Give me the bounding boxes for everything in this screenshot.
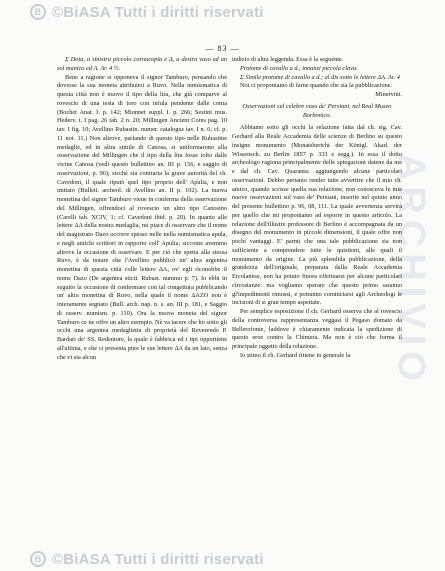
body-paragraph: Io stimo il ch. Gerhard ritiene in generale la bbox=[240, 351, 351, 359]
coin-description-paragraph: Σ Dota, a sinistra piccolo cornucopia e Δ, a destra vaso ed un sol manico ed A. Ar. 4 ½. bbox=[57, 56, 227, 72]
body-paragraph: indizio di altra leggenda. Essa è la seguente. bbox=[232, 56, 344, 63]
body-paragraph: Per semplice esposizione il ch. Gerhard osserva che al rovescio della controversa rappresentanza veggasi il Pegaso domato da Bellerofonte, laddove è chiaramente indicata la spedizione di questo eroe contro la Chimera. Ma non è ciò che forma il principale oggetto della relazione. bbox=[232, 308, 402, 350]
author-signature: Minervini. bbox=[375, 91, 402, 98]
body-paragraph: Noi ci proponiamo di farne quando che sia la pubblicazione. bbox=[240, 82, 393, 90]
copyright-banner-top bbox=[0, 0, 445, 24]
coin-description-paragraph: Protome di cavallo a d., innanzi piccola clava. bbox=[240, 64, 358, 72]
biasa-logo-icon: B bbox=[30, 551, 46, 567]
body-paragraph: Abbiamo sotto gli occhi la relazione fatta dal ch. sig. Cav. Gerhard alla Reale Accademia delle scienze di Berlino su questo insigne monumento (Monatsbericht der Königl. Akad. der Wissensch. zu Berlin 1857 p. 333 e segg.). In essa il dotto archeologo ragiona principalmente delle spiegazioni datene da me e dal ch. Cav. Quaranta: aggiungendo alcune particolari osservazioni. Debbo pertanto render tutte avvertire che il mio ch. amico, quando scrisse quella sua relazione, non conosceva le mie nuove osservazioni sul vaso de' Persiani, inserite nel quinto anno del presente bullettino p. 96, 08, 111. La quale avvertenza servirà per quello che mi proponiamo ad esporre in questo articolo. La relazione dell'illustre professore di Berlino è accompagnata da un disegno del monumento in piccole dimensioni, il quale offre non pochi vantaggi. E' parmi che una tale pubblicazione sia non sufficiente a comprendere tutte le quistioni, alle quali il monumento da origine. La più splendida pubblicazione, della grandezza dell'originale, preparata dalla Reale Accademia Ercolanese, non ha potuto finora effettuarsi per alcune particolari circostanze: ma vogliamo sperare che questo primo saranno gl'impedimenti rimossi, e potranno cominciarsi agli Archeologi le incisioni di sì gran tempo aspettate. bbox=[232, 124, 402, 307]
copyright-banner-bottom bbox=[0, 547, 445, 571]
copyright-banner-top-text: ©BiASA Tutti i diritti riservati bbox=[52, 3, 264, 21]
page-number: — 83 — bbox=[205, 44, 240, 53]
body-paragraph: Bene a ragione si opponeva il signor Tamburo, pensando che dovesse la sua moneta attribuirsi a Ruvo. Nella numismatica di questa città non è nuovo il tipo della lira, che già comparve al rovescio di una testa di toro con infula pendente dalle corna (Bochet Anat. I. p. 142; Mionnet suppl. I. p. 266; Sestini mus. Hederv. t. I pag. 26 tab. 2 n. 20; Millingen Ancient Coins pag. 10 tav. I fig. 10; Avellino Rubastin. numer. catalogus tav. I n. 6; cf. p. 11 not. 11.) Non altrove, parlando di questo tipo nelle Rubastine medaglie, ed in altra simile di Canosa, si uniformarono alla osservazione del Millingen che il tipo della lira fosse tolto dalle vicine Canosa (vedi questo bullettino an. III p. 156, e saggio di osservazioni, p. 96); sicchè sia contraria la grave autorità del ch. Cavedoni, il quale riputò quel tipo proprio dell' Apulia, e non imitato (Bullett. archeol. di Avellino an. II p. 102). La nuova monetina del signor Tamburo viene in conferma della osservazione del Millingen, offrendoci al rovescio un altro tipo Canosino (Carelli tab. XCIV, 1; cf. Cavedoni ibid. p. 20). In quanto alle lettere ΔA della nostra medaglia, mi piace di osservare che il nome del magistrato Dazo occorre spesso nelle nella numismatica apula, e negli antichi scrittori in rapporto coll' Apulia; siccome avemmo altrove la occasione di osservare. E per ciò che spetta alla stessa Ruvo, è da notare che l'Avellino pubblicò un' altra argentea monetina di questa città colle lettere ΔA, ov' egli riconobbe il nome Dazo (De argentea sticti. Rubast. nummo p. 7). Io ebbi in seguito la occasione di confermare con tal congettura pubblicando un' altra monetina di Ruvo, nella quale il nome ΔAZO non è interamente segnato (Bull. arch. nap. n. s. an. III p. 181, e Saggio di osserv. numism. p. 110). Ora la nuova moneta del signor Tamburo ce ne offre un altro esempio. Nè va tacere che ho sotto gli occhi una argentea medaglietta di proprietà del Reverendo P. Bardari de' SS. Redentore, la quale è fabbrica ed i tipi opportiene all'ultima, e che ci presenta pure le sue lettere ΔA da un lato, senza che vi sia alcun bbox=[57, 73, 227, 361]
archive-watermark: ARCHIVIO bbox=[390, 153, 432, 387]
right-text-column bbox=[232, 56, 402, 361]
article-title: Osservazioni sul celebre vaso de' Persiani, nel Real Museo Borbonico. bbox=[242, 102, 392, 119]
copyright-banner-bottom-text: ©BiASA Tutti i diritti riservati bbox=[52, 550, 264, 568]
biasa-logo-icon: B bbox=[30, 4, 46, 20]
left-text-column bbox=[57, 56, 227, 362]
coin-description-paragraph: Σ Simile protome di cavallo a d.; al dis sotto le lettere ΔA. Ar. 4 bbox=[240, 73, 400, 81]
